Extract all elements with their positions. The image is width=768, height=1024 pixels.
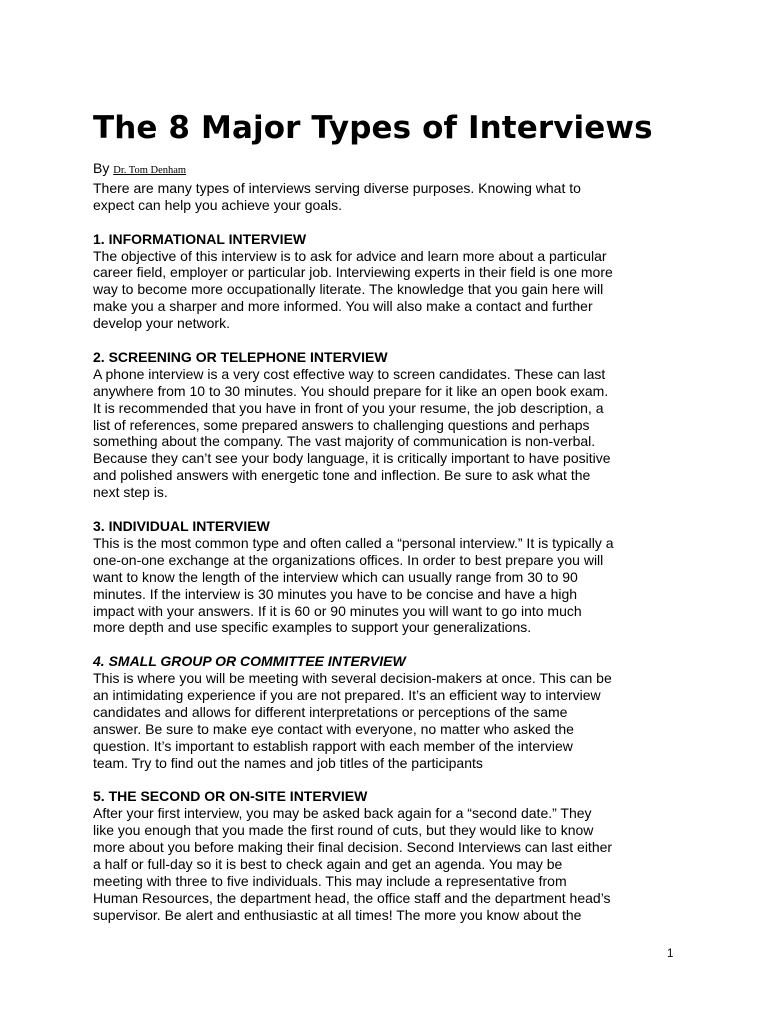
section-line: Because they can’t see your body language, it is critically important to have positive — [93, 450, 611, 467]
section-line: The objective of this interview is to ask for advice and learn more about a particular — [93, 247, 607, 264]
section-line: anywhere from 10 to 30 minutes. You should prepare for it like an open book exam. — [93, 382, 609, 399]
section-heading: 4. SMALL GROUP OR COMMITTEE INTERVIEW — [93, 653, 406, 670]
section-line: and polished answers with energetic tone and inflection. Be sure to ask what the — [93, 467, 591, 484]
section-line: more about you before making their final decision. Second Interviews can last either — [93, 839, 613, 856]
section-line: make you a sharper and more informed. You will also make a contact and further — [93, 298, 593, 315]
section-line: list of references, some prepared answers to challenging questions and perhaps — [93, 416, 590, 433]
section-heading: 1. INFORMATIONAL INTERVIEW — [93, 230, 307, 247]
section-line: way to become more occupationally literate. The knowledge that you gain here will — [93, 281, 604, 298]
section-line: something about the company. The vast majority of communication is non-verbal. — [93, 433, 596, 450]
section-line: career field, employer or particular job. Interviewing experts in their field is one more — [93, 264, 613, 281]
section-line: supervisor. Be alert and enthusiastic at all times! The more you know about the — [93, 906, 582, 923]
intro-line: expect can help you achieve your goals. — [93, 196, 343, 213]
section-second-interview — [93, 788, 683, 923]
byline-prefix: By — [93, 160, 114, 176]
section-informational — [93, 231, 683, 332]
section-heading: 5. THE SECOND OR ON-SITE INTERVIEW — [93, 788, 368, 805]
section-line: minutes. If the interview is 30 minutes you have to be concise and have a high — [93, 585, 578, 602]
section-line: meeting with three to five individuals. This may include a representative from — [93, 872, 567, 889]
section-line: want to know the length of the interview which can usually range from 30 to 90 — [93, 568, 578, 585]
intro-paragraph — [93, 180, 683, 214]
page-number: 1 — [667, 948, 674, 960]
section-line: impact with your answers. If it is 60 or 90 minutes you will want to go into much — [93, 602, 582, 619]
intro-line: There are many types of interviews serving diverse purposes. Knowing what to — [93, 179, 581, 196]
section-line: a half or full-day so it is best to check again and get an agenda. You may be — [93, 856, 563, 873]
author-name: Dr. Tom Denham — [113, 165, 187, 176]
section-line: one-on-one exchange at the organizations offices. In order to best prepare you will — [93, 551, 604, 568]
section-line: answer. Be sure to make eye contact with everyone, no matter who asked the — [93, 720, 574, 737]
section-line: This is the most common type and often called a “personal interview.” It is typically a — [93, 534, 614, 551]
section-line: team. Try to find out the names and job titles of the participants — [93, 754, 483, 771]
section-line: question. It’s important to establish rapport with each member of the interview — [93, 737, 573, 754]
section-line: more depth and use specific examples to support your generalizations. — [93, 619, 532, 636]
byline — [93, 160, 683, 180]
section-small-group — [93, 653, 683, 771]
document-body — [93, 160, 683, 924]
section-heading: 2. SCREENING OR TELEPHONE INTERVIEW — [93, 348, 388, 365]
section-line: like you enough that you made the first round of cuts, but they would like to know — [93, 822, 594, 839]
section-line: Human Resources, the department head, the office staff and the department head’s — [93, 889, 611, 906]
section-line: A phone interview is a very cost effective way to screen candidates. These can last — [93, 365, 606, 382]
document-title: The 8 Major Types of Interviews — [93, 110, 653, 146]
section-line: develop your network. — [93, 315, 230, 332]
section-line: It is recommended that you have in front of you your resume, the job description, a — [93, 399, 604, 416]
section-line: an intimidating experience if you are not prepared. It’s an efficient way to interview — [93, 687, 601, 704]
section-line: candidates and allows for different interpretations or perceptions of the same — [93, 703, 568, 720]
section-individual — [93, 518, 683, 636]
section-line: This is where you will be meeting with several decision-makers at once. This can be — [93, 670, 612, 687]
section-line: next step is. — [93, 484, 168, 501]
section-screening — [93, 349, 683, 501]
section-heading: 3. INDIVIDUAL INTERVIEW — [93, 517, 270, 534]
section-line: After your first interview, you may be asked back again for a “second date.” They — [93, 805, 592, 822]
